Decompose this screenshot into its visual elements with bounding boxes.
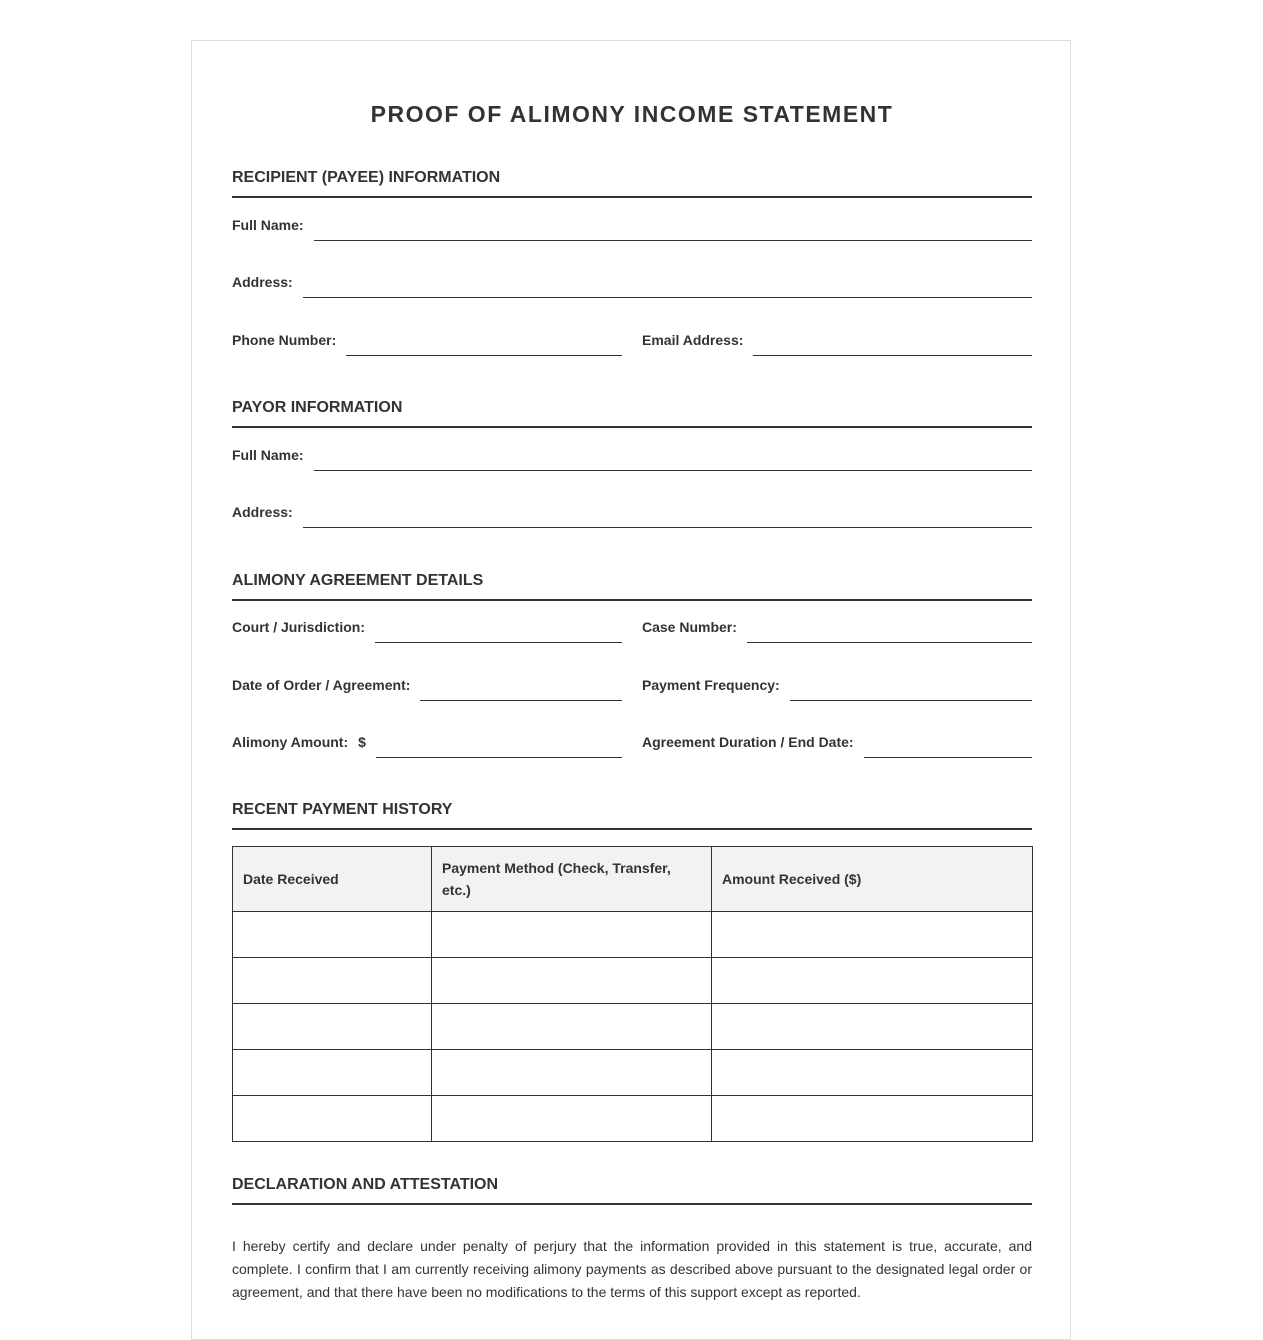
payment-frequency-line[interactable] [790,676,1032,701]
table-cell[interactable] [432,912,712,958]
field-label: Full Name: [232,447,304,463]
recipient-full-name-field [232,211,1032,235]
table-cell[interactable] [712,1050,1033,1096]
field-label: Case Number: [642,619,737,635]
payor-address-field [232,498,1032,522]
field-label: Email Address: [642,332,744,348]
table-row [233,958,1033,1004]
document-title: PROOF OF ALIMONY INCOME STATEMENT [370,101,894,127]
agreement-duration-line[interactable] [864,733,1032,758]
table-cell[interactable] [712,1096,1033,1142]
court-jurisdiction-field [232,613,622,637]
recipient-address-line[interactable] [303,273,1032,298]
payment-frequency-field [642,671,1032,695]
column-header-date: Date Received [233,847,432,912]
table-row [233,1096,1033,1142]
agreement-duration-field [642,728,1032,752]
recipient-address-field [232,268,1032,292]
table-cell[interactable] [233,1004,432,1050]
recipient-section-heading: RECIPIENT (PAYEE) INFORMATION [232,169,1032,198]
payor-address-line[interactable] [303,503,1032,528]
table-header-row [233,847,1033,912]
field-label: Court / Jurisdiction: [232,619,365,635]
table-cell[interactable] [712,958,1033,1004]
table-row [233,1004,1033,1050]
alimony-amount-field [232,728,622,752]
case-number-line[interactable] [747,618,1032,643]
field-label: Payment Frequency: [642,677,780,693]
table-cell[interactable] [432,1004,712,1050]
declaration-section-heading: DECLARATION AND ATTESTATION [232,1176,1032,1205]
payor-full-name-line[interactable] [314,446,1032,471]
payment-history-table [232,846,1033,1142]
table-cell[interactable] [432,958,712,1004]
field-label: Address: [232,274,293,290]
dollar-prefix: $ [358,734,366,750]
case-number-field [642,613,1032,637]
table-cell[interactable] [233,1096,432,1142]
table-cell[interactable] [432,1096,712,1142]
field-label: Agreement Duration / End Date: [642,734,854,750]
field-label: Phone Number: [232,332,337,348]
table-row [233,1050,1033,1096]
order-date-line[interactable] [420,676,622,701]
table-row [233,912,1033,958]
history-section-heading: RECENT PAYMENT HISTORY [232,801,1032,830]
column-header-amount: Amount Received ($) [712,847,1033,912]
table-cell[interactable] [712,912,1033,958]
document-page [191,40,1071,1340]
table-cell[interactable] [233,958,432,1004]
payor-full-name-field [232,441,1032,465]
table-cell[interactable] [712,1004,1033,1050]
alimony-amount-line[interactable] [376,733,622,758]
field-label: Date of Order / Agreement: [232,677,411,693]
declaration-text: I hereby certify and declare under penalty of perjury that the information provided in this statement is true, accurate, and complete. I confirm that I am currently receiving alimony payments as described above pursuant to the designated legal order or agreement, and that there have been no modifications to the terms of this support except as reported. [232,1238,1032,1300]
court-jurisdiction-line[interactable] [375,618,622,643]
field-label: Alimony Amount: [232,734,349,750]
recipient-email-field [642,326,1032,350]
recipient-phone-line[interactable] [346,331,622,356]
table-cell[interactable] [233,1050,432,1096]
payor-section-heading: PAYOR INFORMATION [232,399,1032,428]
field-label: Address: [232,504,293,520]
recipient-phone-field [232,326,622,350]
table-cell[interactable] [233,912,432,958]
field-label: Full Name: [232,217,304,233]
recipient-full-name-line[interactable] [314,216,1032,241]
table-cell[interactable] [432,1050,712,1096]
column-header-method: Payment Method (Check, Transfer, etc.) [432,847,712,912]
recipient-email-line[interactable] [753,331,1032,356]
agreement-section-heading: ALIMONY AGREEMENT DETAILS [232,572,1032,601]
order-date-field [232,671,622,695]
